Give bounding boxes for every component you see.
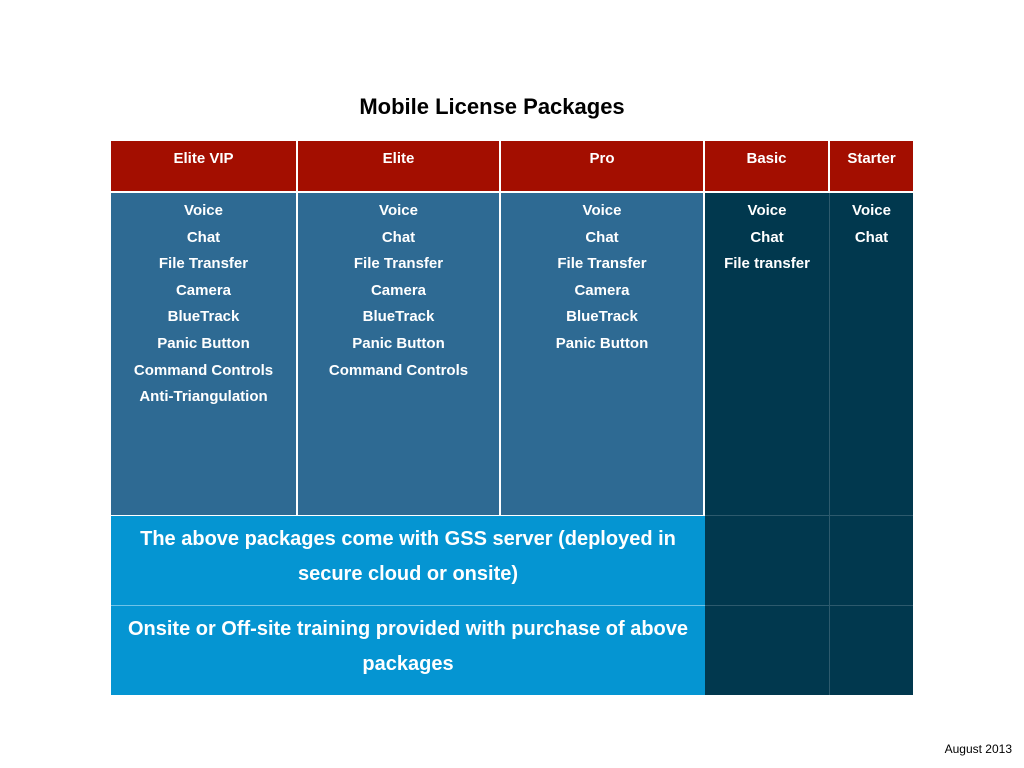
feature-item: Chat (381, 228, 416, 246)
starter-note-filler (830, 605, 913, 695)
column-header-starter: Starter (830, 141, 913, 193)
feature-item: Voice (582, 202, 622, 219)
feature-item: Chat (750, 228, 784, 246)
feature-item: Anti-Triangulation (139, 388, 268, 406)
feature-item: Panic Button (352, 334, 445, 352)
features-basic (705, 193, 830, 515)
features-elite-vip (111, 193, 298, 515)
feature-item: BlueTrack (566, 308, 638, 326)
features-pro (501, 193, 705, 515)
feature-item: File Transfer (353, 255, 444, 273)
feature-item: Voice (747, 202, 787, 219)
feature-item: Camera (574, 281, 630, 299)
page-title: Mobile License Packages (359, 94, 625, 119)
feature-item: Command Controls (328, 361, 469, 379)
feature-item: File Transfer (557, 255, 647, 273)
features-starter (830, 193, 913, 515)
feature-item: Voice (184, 202, 223, 219)
column-header-elite-vip: Elite VIP (111, 141, 298, 193)
features-elite (298, 193, 501, 515)
feature-item: Camera (175, 281, 232, 299)
feature-item: BlueTrack (167, 308, 240, 326)
server-deployment-note: The above packages come with GSS server (deployed in secure cloud or onsite) (111, 515, 705, 605)
feature-item: Chat (186, 228, 221, 246)
training-note: Onsite or Off-site training provided with purchase of above packages (111, 605, 705, 695)
feature-item: Panic Button (555, 334, 649, 352)
feature-item: Panic Button (157, 334, 250, 352)
feature-item: Chat (585, 228, 619, 246)
feature-item: BlueTrack (362, 308, 435, 326)
feature-item: Command Controls (133, 361, 274, 379)
column-header-pro: Pro (501, 141, 705, 193)
basic-note-filler (705, 515, 830, 605)
column-header-basic: Basic (705, 141, 830, 193)
footer-date: August 2013 (944, 742, 1012, 756)
feature-item: Camera (370, 281, 427, 299)
starter-note-filler (830, 515, 913, 605)
column-header-elite: Elite (298, 141, 501, 193)
feature-item: File Transfer (158, 255, 249, 273)
feature-item: File transfer (724, 255, 810, 273)
feature-item: Chat (854, 228, 889, 246)
feature-item: Voice (852, 202, 891, 219)
feature-item: Voice (379, 202, 418, 219)
basic-note-filler (705, 605, 830, 695)
license-packages-table (111, 141, 913, 695)
